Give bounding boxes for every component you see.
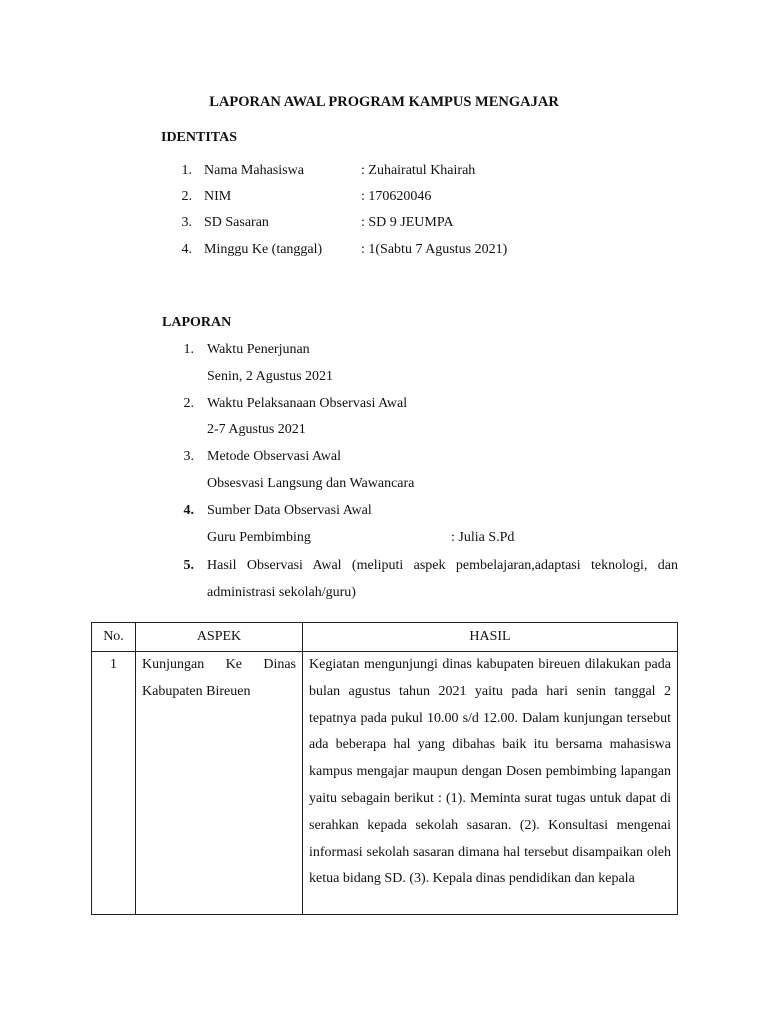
observation-table [91, 622, 678, 915]
laporan-num: 2. [183, 396, 194, 411]
identitas-num: 2. [181, 189, 192, 204]
header-hasil: HASIL [303, 623, 678, 652]
identitas-value-nama: : Zuhairatul Khairah [361, 163, 476, 178]
laporan-item-title: Waktu Penerjunan [207, 342, 310, 357]
laporan-item-title: Waktu Pelaksanaan Observasi Awal [207, 396, 408, 411]
row-aspek [136, 652, 303, 915]
laporan-item-title: Hasil Observasi Awal (meliputi aspek pembelajaran,adaptasi teknologi, dan [207, 558, 678, 573]
identitas-label-minggu: Minggu Ke (tanggal) [204, 242, 323, 257]
row-aspek-text: Kunjungan Ke Dinas Kabupaten Bireuen [142, 657, 296, 699]
row-hasil-text: Kegiatan mengunjungi dinas kabupaten bireuen dilakukan pada bulan agustus tahun 2021 yaitu pada hari senin tanggal 2 tepatnya pada pukul 10.00 s/d 12.00. Dalam kunjungan tersebut ada beberapa hal yang dibahas baik itu bersama mahasiswa kampus mengajar maupun dengan Dosen pembimbing lapangan yaitu sebagain berikut : (1). Meminta surat tugas untuk dapat di serahkan kepada sekolah sasaran. (2). Konsultasi mengenai informasi sekolah sasaran dimana hal tersebut disampaikan oleh ketua bidang SD. (3). Kepala dinas pendidikan dan kepala [309, 657, 671, 887]
laporan-item-detail-value: : Julia S.Pd [451, 530, 515, 545]
header-aspek: ASPEK [136, 623, 303, 652]
row-hasil [303, 652, 678, 915]
identitas-value-minggu: : 1(Sabtu 7 Agustus 2021) [361, 242, 508, 257]
identitas-num: 3. [181, 215, 192, 230]
row-no [92, 652, 136, 915]
identitas-num: 4. [181, 242, 192, 257]
laporan-item-title: Sumber Data Observasi Awal [207, 503, 372, 518]
laporan-item-detail: 2-7 Agustus 2021 [207, 422, 306, 437]
laporan-num: 3. [183, 449, 194, 464]
table-row [92, 652, 678, 915]
laporan-num: 1. [183, 342, 194, 357]
laporan-item-detail: Senin, 2 Agustus 2021 [207, 369, 334, 384]
laporan-item-detail: Obsesvasi Langsung dan Wawancara [207, 476, 415, 491]
page-title: LAPORAN AWAL PROGRAM KAMPUS MENGAJAR [209, 94, 559, 110]
laporan-item-title: Metode Observasi Awal [207, 449, 342, 464]
laporan-item-detail-label: Guru Pembimbing [207, 530, 311, 545]
identitas-label-sd: SD Sasaran [204, 215, 269, 230]
identitas-label-nama: Nama Mahasiswa [204, 163, 304, 178]
identitas-label-nim: NIM [204, 189, 232, 204]
identitas-num: 1. [181, 163, 192, 178]
laporan-heading: LAPORAN [162, 315, 232, 330]
laporan-num: 5. [183, 558, 194, 573]
laporan-item-title-cont: administrasi sekolah/guru) [207, 585, 356, 600]
row-no-text: 1 [110, 657, 117, 672]
identitas-value-nim: : 170620046 [361, 189, 432, 204]
identitas-heading: IDENTITAS [161, 130, 237, 145]
header-no: No. [92, 623, 136, 652]
laporan-num: 4. [183, 503, 194, 518]
table-header-row [92, 623, 678, 652]
identitas-value-sd: : SD 9 JEUMPA [361, 215, 454, 230]
